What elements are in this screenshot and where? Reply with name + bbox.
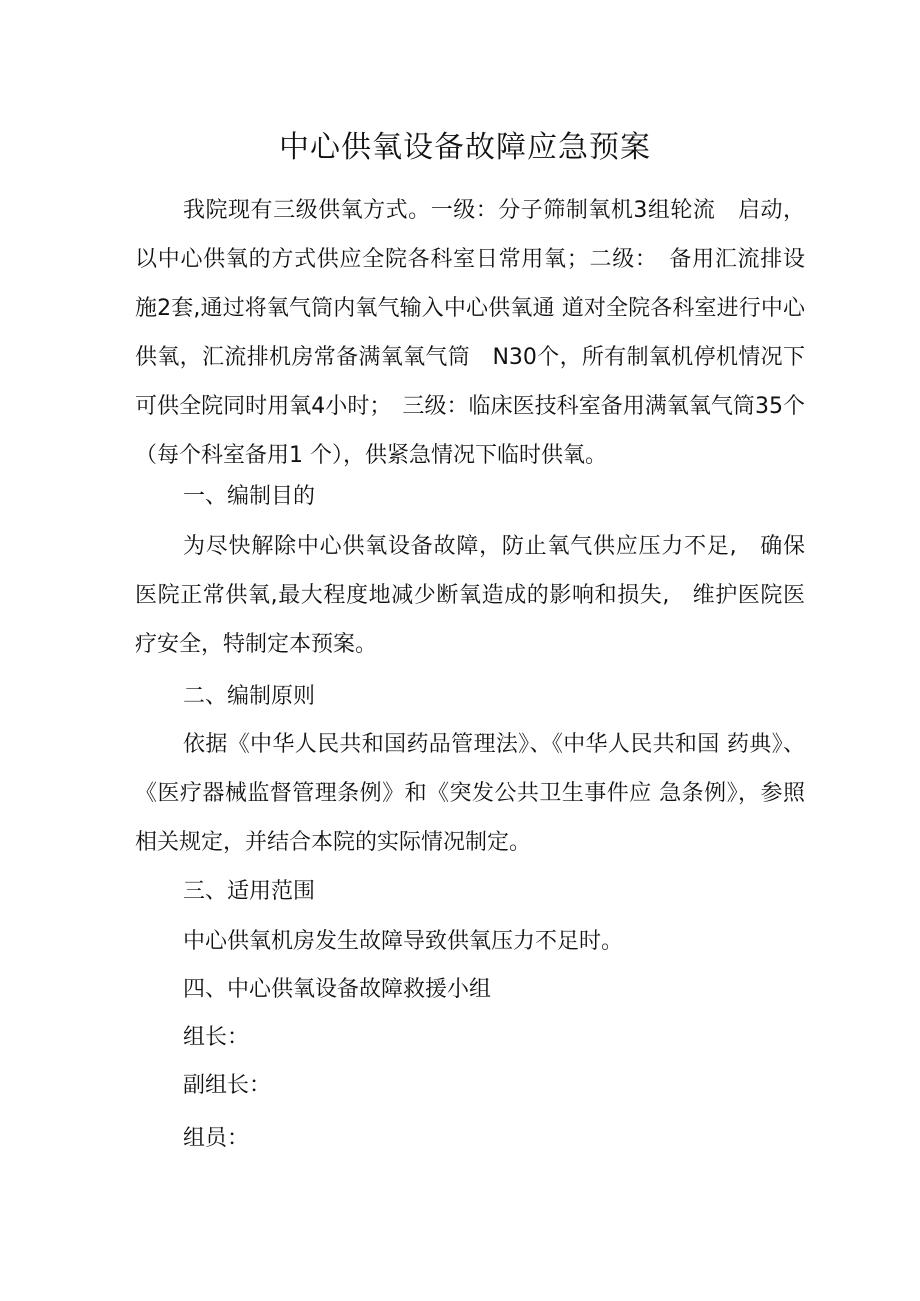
document-title: 中心供氧设备故障应急预案 xyxy=(279,130,651,165)
intro-paragraph: 我院现有三级供氧方式。一级：分子筛制氧机3组轮流 启动，以中心供氧的方式供应全院各科室日常用氧；二级： 备用汇流排设施2套,通过将氧气筒内氧气输入中心供氧通 道对全院各科室进行中心供氧，汇流排机房常备满氧氧气筒 N30个，所有制氧机停机情况下可供全院同时用氧4小时； 三级：临床医技科室备用满氧氧气筒35个（每个科室备用1 个），供紧急情况下临时供氧。 xyxy=(135,198,805,468)
deputy-leader-label: 副组长： xyxy=(183,1073,272,1098)
section-heading-scope: 三、适用范围 xyxy=(183,879,316,904)
section-heading-rescue-team: 四、中心供氧设备故障救援小组 xyxy=(183,977,492,1002)
team-member-label: 组员： xyxy=(183,1126,250,1151)
section-heading-principles: 二、编制原则 xyxy=(183,684,316,709)
team-leader-label: 组长： xyxy=(183,1025,250,1050)
section-heading-purpose: 一、编制目的 xyxy=(183,484,316,509)
purpose-paragraph: 为尽快解除中心供氧设备故障，防止氧气供应压力不足, 确保医院正常供氧,最大程度地减少断氧造成的影响和损失, 维护医院医疗安全，特制定本预案。 xyxy=(135,534,805,657)
scope-text: 中心供氧机房发生故障导致供氧压力不足时。 xyxy=(183,929,624,954)
principles-paragraph: 依据《中华人民共和国药品管理法》、《中华人民共和国 药典》、《医疗器械监督管理条例》和《突发公共卫生事件应 急条例》，参照相关规定，并结合本院的实际情况制定。 xyxy=(135,732,805,855)
